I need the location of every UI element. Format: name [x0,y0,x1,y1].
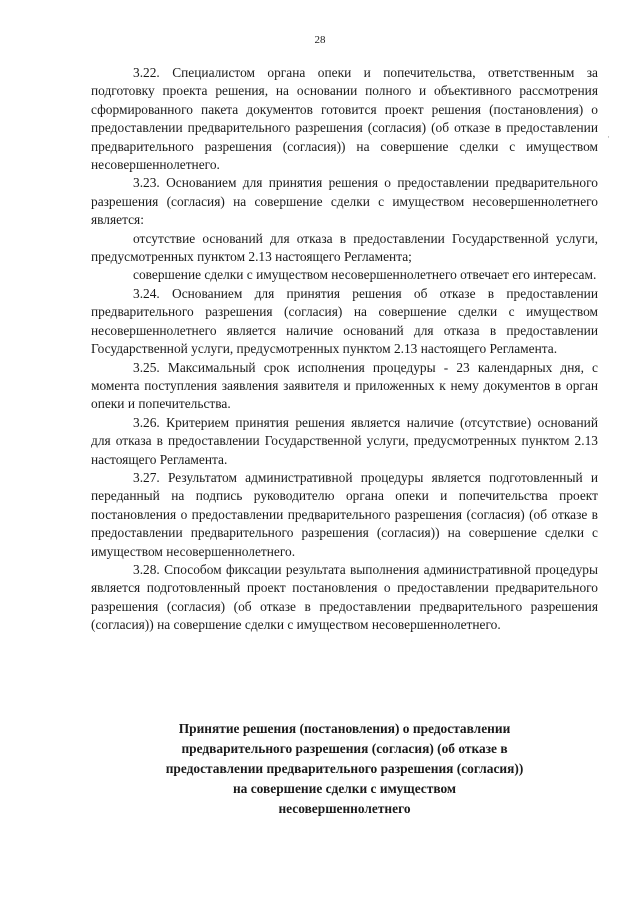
section-heading-line-2: предварительного разрешения (согласия) (об отказе в [181,741,508,756]
section-heading [91,719,598,819]
paragraph-3-24: 3.24. Основанием для принятия решения об отказе в предоставлении предварительного разрешения (согласия) на совершение сделки с имуществом несовершеннолетнего является наличие оснований для отказа в предоставлении Государственной услуги, предусмотренных пунктом 2.13 настоящего Регламента. [91,285,598,357]
paragraph-3-25: 3.25. Максимальный срок исполнения процедуры - 23 календарных дня, с момента поступления заявления заявителя и приложенных к нему документов в орган опеки и попечительства. [91,359,598,412]
section-heading-line-1: Принятие решения (постановления) о предоставлении [178,721,511,736]
paragraph-3-23: 3.23. Основанием для принятия решения о предоставлении предварительного разрешения (согласия) на совершение сделки с имуществом несовершеннолетнего является: [91,175,598,228]
document-body [91,64,598,635]
paragraph-3-26: 3.26. Критерием принятия решения является наличие (отсутствие) оснований для отказа в предоставлении Государственной услуги, предусмотренных пунктом 2.13 настоящего Регламента. [91,414,598,467]
page-number: 28 [314,34,326,46]
paragraph-3-27: 3.27. Результатом административной процедуры является подготовленный и переданный на подпись руководителю органа опеки и попечительства проект постановления о предоставлении предварительного разрешения (согласия) (об отказе в предоставлении предварительного разрешения (согласия)) на совершение сделки с имуществом несовершеннолетнего. [91,469,598,559]
section-heading-line-5: несовершеннолетнего [278,801,411,816]
paragraph-3-28: 3.28. Способом фиксации результата выполнения административной процедуры является подготовленный проект постановления о предоставлении предварительного разрешения (согласия) (об отказе в предоставлении предварительного разрешения (согласия)) на совершение сделки с имуществом несовершеннолетнего. [91,561,598,633]
paragraph-3-23-item-2: совершение сделки с имуществом несовершеннолетнего отвечает его интересам. [133,267,597,283]
section-heading-line-3: предоставлении предварительного разрешения (согласия)) [165,761,524,776]
paragraph-3-23-item-1: отсутствие оснований для отказа в предоставлении Государственной услуги, предусмотренных пунктом 2.13 настоящего Регламента; [91,230,598,265]
paragraph-3-22: 3.22. Специалистом органа опеки и попечительства, ответственным за подготовку проекта решения, на основании полного и объективного рассмотрения сформированного пакета документов готовится проект решения (постановления) о предоставлении предварительного разрешения (согласия) (об отказе в предоставлении предварительного разрешения (согласия)) на совершение сделки с имуществом несовершеннолетнего. [91,65,598,173]
margin-mark: · [607,132,610,142]
section-heading-line-4: на совершение сделки с имуществом [232,781,457,796]
